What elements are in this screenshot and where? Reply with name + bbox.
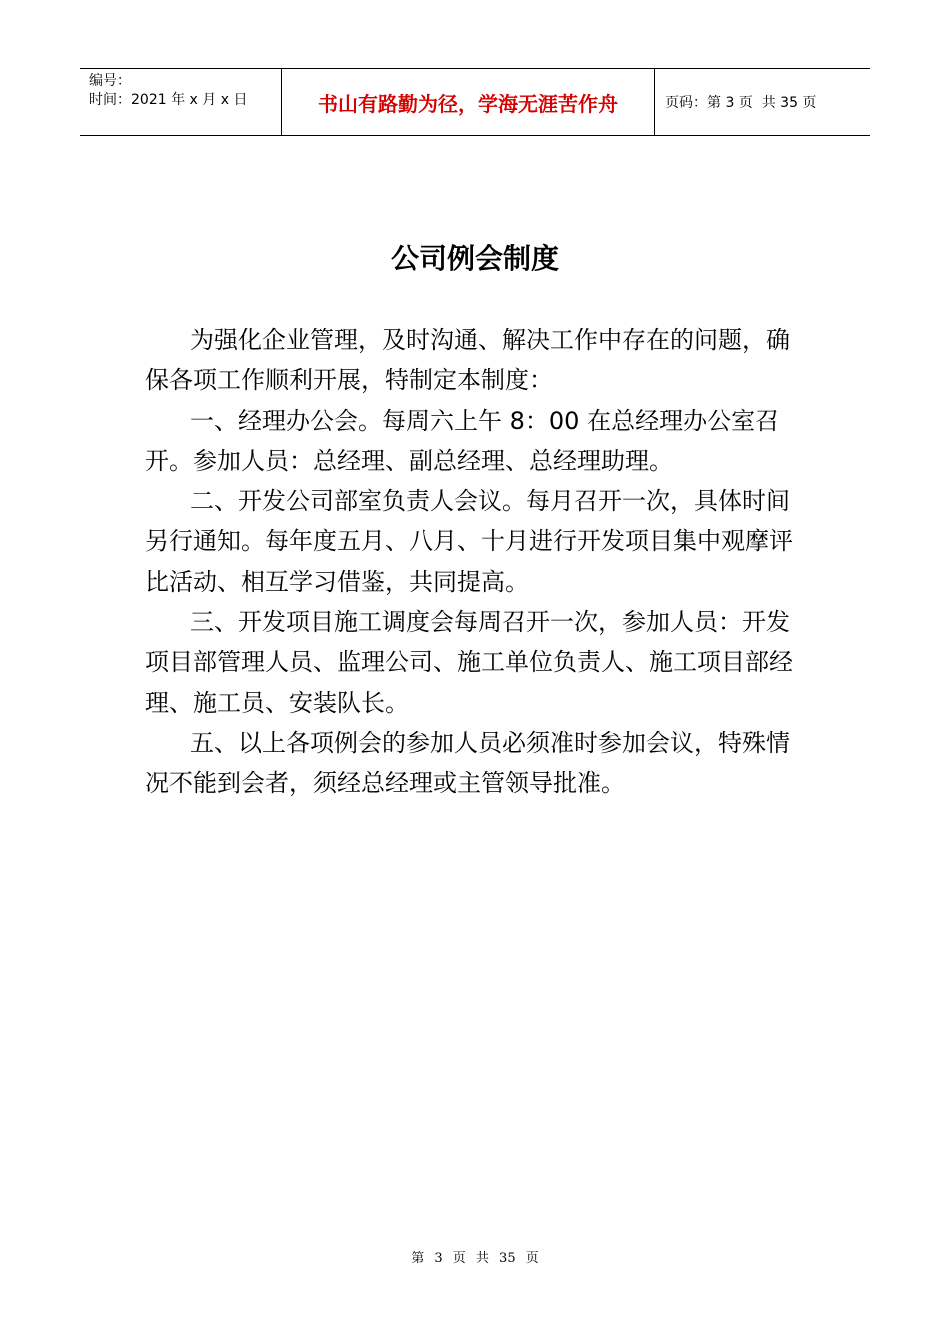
header-table — [80, 68, 870, 136]
rule-paragraph-2: 二、开发公司部室负责人会议。每月召开一次，具体时间另行通知。每年度五月、八月、十月进行开发项目集中观摩评比活动、相互学习借鉴，共同提高。 — [145, 487, 793, 596]
document-date-label: 时间：2021 年 x 月 x 日 — [89, 92, 248, 108]
document-number-label: 编号： — [89, 73, 131, 89]
rule-paragraph-1: 一、经理办公会。每周六上午 8：00 在总经理办公室召开。参加人员：总经理、副总经理、总经理助理。 — [145, 406, 780, 475]
document-body — [145, 320, 810, 804]
header-motto: 书山有路勤为径，学海无涯苦作舟 — [282, 69, 655, 135]
rule-paragraph-5: 五、以上各项例会的参加人员必须准时参加会议，特殊情况不能到会者，须经总经理或主管领导批准。 — [145, 728, 790, 798]
rule-paragraph-3: 三、开发项目施工调度会每周召开一次，参加人员：开发项目部管理人员、监理公司、施工单位负责人、施工项目部经理、施工员、安装队长。 — [145, 608, 793, 717]
header-page-number: 页码：第 3 页 共 35 页 — [665, 95, 817, 111]
page-footer: 第 3 页 共 35 页 — [411, 1251, 539, 1266]
document-title: 公司例会制度 — [390, 242, 559, 275]
intro-paragraph: 为强化企业管理，及时沟通、解决工作中存在的问题，确保各项工作顺利开展，特制定本制度： — [145, 326, 790, 395]
header-meta-cell — [80, 69, 282, 135]
